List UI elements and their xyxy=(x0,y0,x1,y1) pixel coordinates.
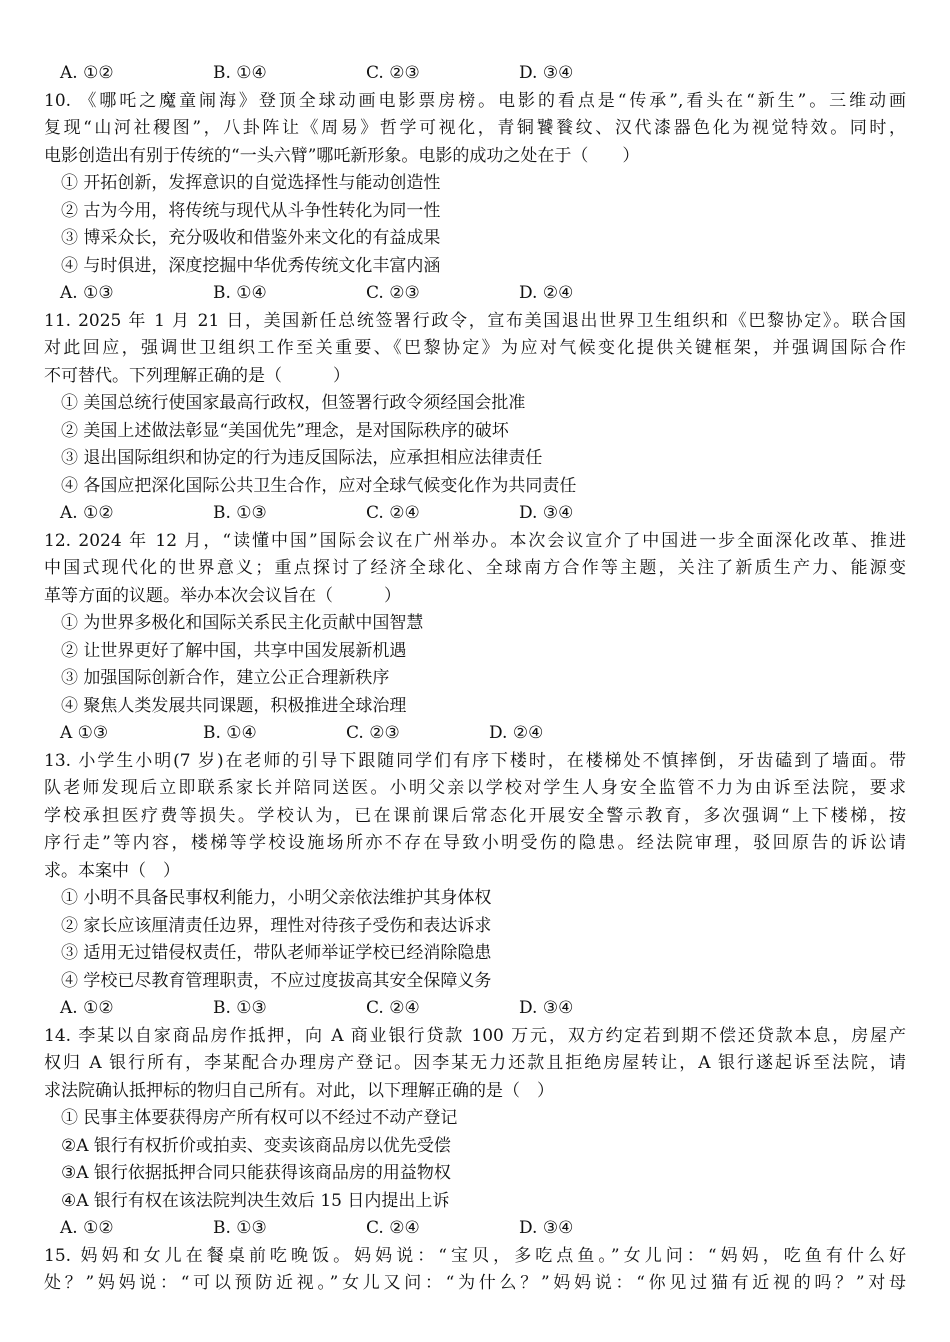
option-4: ④ 学校已尽教育管理职责，不应过度拔高其安全保障义务 xyxy=(61,970,492,991)
choice-b[interactable]: B. ①④ xyxy=(213,283,267,303)
question-stem-line: 革等方面的议题。举办本次会议旨在（ ） xyxy=(44,585,401,606)
question-stem-line: 13. 小学生小明(7 岁)在老师的引导下跟随同学们有序下楼时，在楼梯处不慎摔倒，牙齿磕到了墙面。带 xyxy=(44,750,906,771)
choice-c[interactable]: C. ②③ xyxy=(366,283,420,303)
option-1: ① 为世界多极化和国际关系民主化贡献中国智慧 xyxy=(61,613,424,633)
question-10 xyxy=(44,88,906,308)
question-stem-line: 队老师发现后立即联系家长并陪同送医。小明父亲以学校对学生人身安全监管不力为由诉至法院，要求 xyxy=(44,778,906,798)
option-1: ① 开拓创新，发挥意识的自觉选择性与能动创造性 xyxy=(61,173,441,193)
choice-d[interactable]: D. ③④ xyxy=(519,1218,574,1238)
option-2: ② 家长应该厘清责任边界，理性对待孩子受伤和表达诉求 xyxy=(61,915,492,936)
option-3: ③ 博采众长，充分吸收和借鉴外来文化的有益成果 xyxy=(61,228,441,248)
question-15 xyxy=(44,1243,906,1298)
option-4: ④A 银行有权在该法院判决生效后 15 日内提出上诉 xyxy=(61,1190,450,1211)
option-3: ③ 退出国际组织和协定的行为违反国际法，应承担相应法律责任 xyxy=(61,448,543,468)
option-4: ④ 聚焦人类发展共同课题，积极推进全球治理 xyxy=(61,695,407,716)
option-1: ① 美国总统行使国家最高行政权，但签署行政令须经国会批准 xyxy=(61,393,526,413)
exam-page xyxy=(44,60,906,1298)
choice-d[interactable]: D. ③④ xyxy=(519,998,574,1018)
choice-d[interactable]: D. ②④ xyxy=(489,723,544,743)
answer-choices xyxy=(44,720,906,748)
choice-c[interactable]: C. ②③ xyxy=(366,63,420,83)
choice-b[interactable]: B. ①③ xyxy=(213,503,267,523)
question-stem-line: 复现“山河社稷图”，八卦阵让《周易》哲学可视化，青铜饕餮纹、汉代漆器色化为视觉特效。同时， xyxy=(44,118,906,138)
answer-choices xyxy=(44,1215,906,1243)
choice-a[interactable]: A. ①② xyxy=(60,503,114,523)
question-stem-line: 11. 2025 年 1 月 21 日，美国新任总统签署行政令，宣布美国退出世界卫生组织和《巴黎协定》。联合国 xyxy=(44,310,906,331)
q9-choices xyxy=(44,60,906,88)
question-13 xyxy=(44,748,906,1023)
option-3: ③A 银行依据抵押合同只能获得该商品房的用益物权 xyxy=(61,1163,451,1183)
choice-d[interactable]: D. ③④ xyxy=(519,503,574,523)
question-stem-line: 学校承担医疗费等损失。学校认为，已在课前课后常态化开展安全警示教育，多次强调“上下楼梯，按 xyxy=(44,805,906,826)
question-stem-line: 对此回应，强调世卫组织工作至关重要、《巴黎协定》为应对气候变化提供关键框架，并强调国际合作 xyxy=(44,338,906,358)
question-12 xyxy=(44,528,906,748)
choice-d[interactable]: D. ②④ xyxy=(519,283,574,303)
choice-a[interactable]: A. ①② xyxy=(60,63,114,83)
option-1: ① 民事主体要获得房产所有权可以不经过不动产登记 xyxy=(61,1108,458,1128)
question-stem-line: 不可替代。下列理解正确的是（ ） xyxy=(44,365,350,386)
question-stem-line: 序行走”等内容，楼梯等学校设施场所亦不存在导致小明受伤的隐患。经法院审理，驳回原告的诉讼请 xyxy=(44,833,906,853)
choice-c[interactable]: C. ②③ xyxy=(346,723,400,743)
choice-a[interactable]: A. ①② xyxy=(60,998,114,1018)
answer-choices xyxy=(44,280,906,308)
question-stem-line: 中国式现代化的世界意义；重点探讨了经济全球化、全球南方合作等主题，关注了新质生产力、能源变 xyxy=(44,558,906,578)
choice-a[interactable]: A. ①③ xyxy=(60,283,114,303)
choice-a[interactable]: A. ①② xyxy=(60,1218,114,1238)
choice-b[interactable]: B. ①③ xyxy=(213,998,267,1018)
question-stem-line: 12. 2024 年 12 月，“读懂中国”国际会议在广州举办。本次会议宣介了中国进一步全面深化改革、推进 xyxy=(44,530,906,551)
choice-b[interactable]: B. ①④ xyxy=(203,723,257,743)
question-stem-line: 处？”妈妈说：“可以预防近视。”女儿又问：“为什么？”妈妈说：“你见过猫有近视的吗？”对母 xyxy=(44,1273,906,1293)
choice-c[interactable]: C. ②④ xyxy=(366,1218,420,1238)
option-3: ③ 适用无过错侵权责任，带队老师举证学校已经消除隐患 xyxy=(61,943,492,963)
question-stem-line: 15. 妈妈和女儿在餐桌前吃晚饭。妈妈说：“宝贝，多吃点鱼。”女儿问：“妈妈，吃鱼有什么好 xyxy=(44,1245,906,1266)
question-stem-line: 求。本案中（ ） xyxy=(44,860,180,881)
answer-choices xyxy=(44,995,906,1023)
choice-c[interactable]: C. ②④ xyxy=(366,503,420,523)
option-1: ① 小明不具备民事权利能力，小明父亲依法维护其身体权 xyxy=(61,888,492,908)
choice-c[interactable]: C. ②④ xyxy=(366,998,420,1018)
option-2: ②A 银行有权折价或拍卖、变卖该商品房以优先受偿 xyxy=(61,1135,451,1156)
option-3: ③ 加强国际创新合作，建立公正合理新秩序 xyxy=(61,668,390,688)
choice-d[interactable]: D. ③④ xyxy=(519,63,574,83)
question-stem-line: 电影创造出有别于传统的“一头六臂”哪吒新形象。电影的成功之处在于（ ） xyxy=(44,145,640,166)
question-stem-line: 14. 李某以自家商品房作抵押，向 A 商业银行贷款 100 万元，双方约定若到期不偿还贷款本息，房屋产 xyxy=(44,1025,906,1046)
choice-a[interactable]: A ①③ xyxy=(60,723,109,743)
option-2: ② 美国上述做法彰显“美国优先”理念，是对国际秩序的破坏 xyxy=(61,420,509,441)
choice-b[interactable]: B. ①③ xyxy=(213,1218,267,1238)
question-stem-line: 权归 A 银行所有，李某配合办理房产登记。因李某无力还款且拒绝房屋转让，A 银行遂起诉至法院，请 xyxy=(44,1053,906,1073)
option-4: ④ 与时俱进，深度挖掘中华优秀传统文化丰富内涵 xyxy=(61,255,441,276)
option-2: ② 让世界更好了解中国，共享中国发展新机遇 xyxy=(61,640,407,661)
option-2: ② 古为今用，将传统与现代从斗争性转化为同一性 xyxy=(61,200,441,221)
question-stem-line: 10. 《哪吒之魔童闹海》登顶全球动画电影票房榜。电影的看点是“传承”,看头在“新生”。三维动画 xyxy=(44,90,906,111)
option-4: ④ 各国应把深化国际公共卫生合作，应对全球气候变化作为共同责任 xyxy=(61,475,577,496)
question-14 xyxy=(44,1023,906,1243)
answer-choices xyxy=(44,500,906,528)
question-11 xyxy=(44,308,906,528)
question-stem-line: 求法院确认抵押标的物归自己所有。对此，以下理解正确的是（ ） xyxy=(44,1080,554,1101)
choice-b[interactable]: B. ①④ xyxy=(213,63,267,83)
